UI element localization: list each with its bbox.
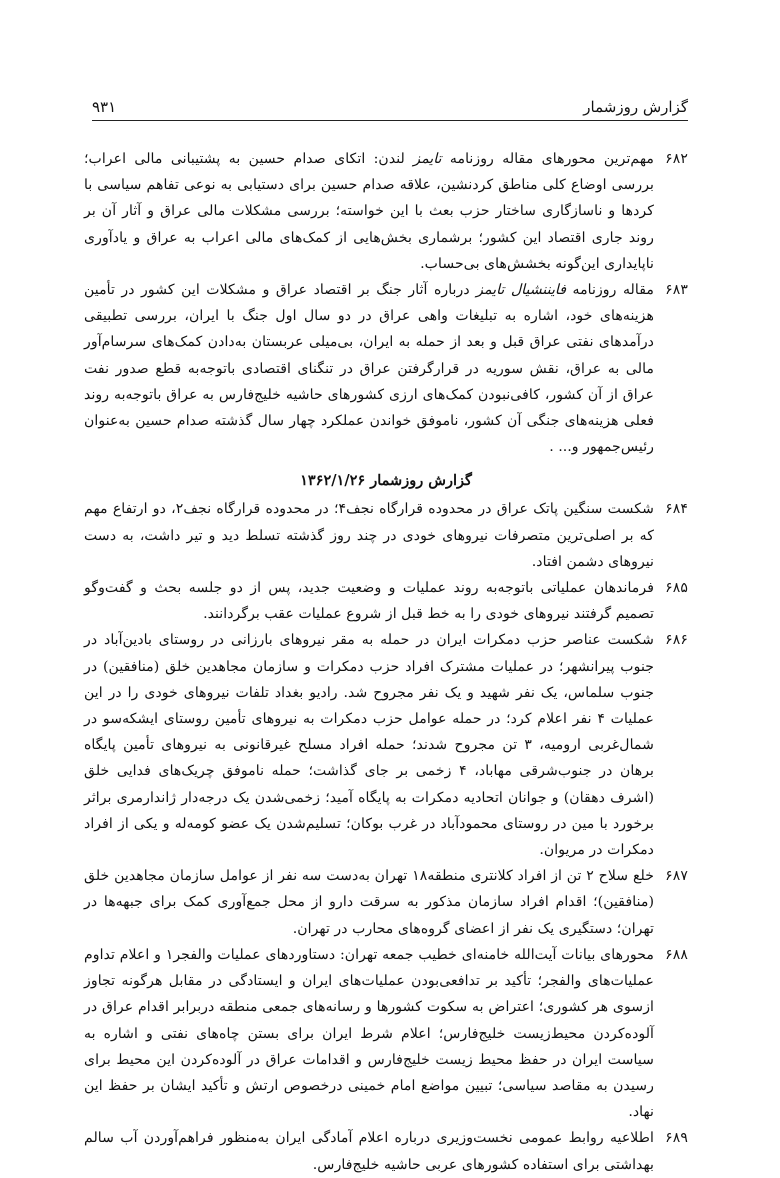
entry-text-part: درباره آثار جنگ بر اقتصاد عراق و مشکلات این کشور در تأمین هزینه‌های خود، اشاره به تبلیغات واهی عراق در دو سال اول جنگ با ایران، بررسی تطبیقی درآمدهای نفتی عراق قبل و بعد از حمله به ایران، بی‌میلی عربستان به‌دادن کمک‌های سرسام‌آور مالی به عراق، نقش سوریه در قرارگرفتن عراق در تنگنای اقتصادی باتوجه‌به قطع صدور نفت عراق از آن کشور، کافی‌نبودن کمک‌های ارزی کشورهای حاشیه خلیج‌فارس به عراق باتوجه‌به روند فعلی هزینه‌های جنگی آن کشور، ناموفق خواندن عملکرد چهار سال گذشته صدام حسین به‌عنوان رئیس‌جمهور و... . (84, 282, 654, 456)
entry-number: ۶۸۳ (665, 282, 688, 299)
entry-text: شکست سنگین پاتک عراق در محدوده قرارگاه نجف۴؛ در محدوده قرارگاه نجف۲، دو ارتفاع مهم که بر اصلی‌ترین متصرفات نیروهای خودی در چند روز گذشته تسلط دید و تیر داشت، به دست نیروهای دشمن افتاد. (84, 501, 654, 570)
entry-text: اطلاعیه روابط عمومی نخست‌وزیری درباره اعلام آمادگی ایران به‌منظور فراهم‌آوردن آب سالم بهداشتی برای استفاده کشورهای عربی حاشیه خلیج‌فارس. (84, 1130, 654, 1173)
entry-688 (84, 942, 688, 1125)
entry-text-part: لندن: اتکای صدام حسین به پشتیبانی مالی اعراب؛ بررسی اوضاع کلی مناطق کردنشین، علاقه صدام حسین برای دستیابی به نوعی تفاهم سیاسی با کردها و ناسازگاری ساختار حزب بعث با این خواسته؛ بررسی مشکلات مالی عراق و آثار آن بر روند جاری اقتصاد این کشور؛ برشماری بخش‌هایی از کمک‌های مالی اعراب به عراق و یادآوری ناپایداری این‌گونه بخشش‌های بی‌حساب. (84, 151, 655, 272)
entry-number: ۶۸۷ (665, 868, 688, 885)
page-number: ۹۳۱ (92, 98, 117, 116)
newspaper-name: تایمز (413, 151, 442, 167)
entry-682 (84, 146, 688, 277)
entry-number: ۶۸۲ (665, 151, 688, 167)
section-title: گزارش روزشمار ۱۳۶۲/۱/۲۶ (300, 472, 472, 490)
entry-number: ۶۸۵ (665, 580, 688, 597)
entry-text-part: مهم‌ترین محورهای مقاله روزنامه (441, 151, 654, 167)
entry-text (84, 277, 654, 460)
entry-text: خلع سلاح ۲ تن از افراد کلانتری منطقه۱۸ تهران به‌دست سه نفر از عوامل سازمان مجاهدین خلق (منافقین)؛ اقدام افراد سازمان مذکور به سرقت دارو از محل جمع‌آوری کمک برای جبهه‌ها در تهران؛ دستگیری یک نفر از اعضای گروه‌های محارب در تهران. (84, 868, 654, 937)
entry-text: محورهای بیانات آیت‌الله خامنه‌ای خطیب جمعه تهران: دستاوردهای عملیات والفجر۱ و اعلام تداوم عملیات‌های والفجر؛ تأکید بر تدافعی‌بودن عملیات‌های ایران و ایستادگی در مقابل هرگونه تجاوز ازسوی هر کشوری؛ اعتراض به سکوت کشورها و رسانه‌های جمعی منطقه دربرابر اقدام عراق در آلوده‌کردن محیط‌زیست خلیج‌فارس؛ اعلام شرط ایران برای بستن چاه‌های نفتی و اشاره به سیاست ایران در حفظ محیط زیست خلیج‌فارس و اقدامات عراق در آلوده‌کردن این محیط برای رسیدن به مقاصد سیاسی؛ تبیین مواضع امام خمینی درخصوص ارتش و تأکید ایشان بر حفظ این نهاد. (84, 946, 654, 1121)
entry-684 (84, 496, 688, 575)
entry-number: ۶۸۴ (665, 501, 688, 518)
entry-number: ۶۸۸ (665, 946, 688, 963)
entry-text (84, 146, 654, 277)
page-body (84, 146, 688, 1178)
entry-number: ۶۸۹ (665, 1130, 688, 1147)
entry-685 (84, 575, 688, 627)
entry-689 (84, 1125, 688, 1177)
newspaper-name: فایننشیال تایمز (476, 282, 567, 299)
entry-number: ۶۸۶ (665, 632, 688, 649)
entry-683 (84, 277, 688, 460)
entry-text-part: مقاله روزنامه (566, 282, 654, 299)
running-title: گزارش روزشمار (583, 98, 688, 116)
entry-686 (84, 627, 688, 863)
entry-text: فرماندهان عملیاتی باتوجه‌به روند عملیات و وضعیت جدید، پس از دو جلسه بحث و گفت‌وگو تصمیم گرفتند نیروهای خودی را به خط قبل از شروع عملیات عقب برگردانند. (84, 580, 654, 623)
entry-687 (84, 863, 688, 942)
running-header (92, 92, 688, 121)
entry-text: شکست عناصر حزب دمکرات ایران در حمله به مقر نیروهای بارزانی در روستای بادین‌آباد در جنوب پیرانشهر؛ در عملیات مشترک افراد حزب دمکرات و سازمان مجاهدین خلق (منافقین) در جنوب سلماس، یک نفر شهید و یک نفر مجروح شد. رادیو بغداد تلفات نیروهای خودی را در این عملیات ۴ نفر اعلام کرد؛ در حمله عوامل حزب دمکرات به نیروهای تأمین روستای ایشکه‌سو در شمال‌غربی ارومیه، ۳ تن مجروح شدند؛ حمله افراد مسلح غیرقانونی به نیروهای تأمین پایگاه برهان در جنوب‌شرقی مهاباد، ۴ زخمی بر جای گذاشت؛ حمله ناموفق چریک‌های فدایی خلق (اشرف دهقان) و جوانان اتحادیه دمکرات به پایگاه آمید؛ زخمی‌شدن یک درجه‌دار ژاندارمری براثر برخورد با مین در روستای محمودآباد در غرب بوکان؛ تسلیم‌شدن یک عضو کومه‌له و یکی از افراد دمکرات در مریوان. (84, 632, 655, 859)
